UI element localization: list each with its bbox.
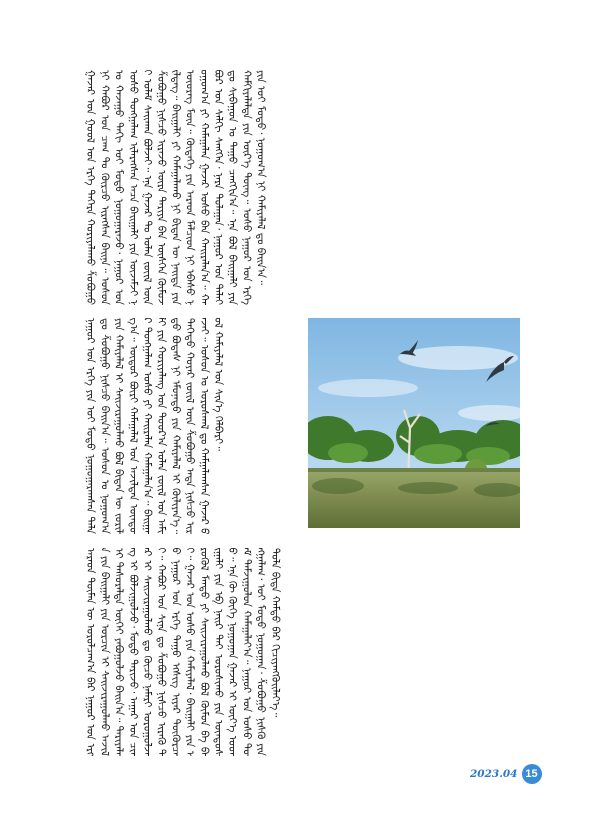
- wetland-birds-photo: [308, 318, 520, 528]
- issue-label: 2023.04: [470, 768, 518, 780]
- article-text-middle: ᠨᠠᠭᠤᠷ ᠤᠨ ᠡᠷᠭᠡ ᠶᠢᠨ ᠤᠢ ᠮᠣᠳᠣ ᠨᠣᠭᠣᠭᠠᠷᠠᠭᠰᠠᠨ ᠲᠠᠯᠠ ᠳᠤ ᠱᠤᠪᠤᠭᠤ ᠨᠢᠰᠴᠦ ᠪᠠᠢᠨ᠎ᠠ᠃ ᠤᠰᠤᠨ ᠤ ᠨᠣᠭᠣᠭ᠎ᠠ ᠶᠢᠨ ᠬᠠᠮᠢᠶᠠᠯᠠᠯ ᠢ ᠰᠠᠢᠵᠢᠷᠠᠭᠤᠯᠬᠤ ᠪᠣᠯ ᠪᠢᠳᠡᠨ ᠦ ᠵᠣᠷᠢᠯᠭ᠎ᠠ᠃ ᠥᠳᠥᠷ ᠪᠦᠷᠢ ᠬᠠᠮᠠᠭᠠᠯᠠᠯ ᠤᠨ ᠠᠵᠢᠯᠲᠠᠨ ᠥᠨᠳᠥᠷ ᠲᠤᠩᠭᠠᠯᠠᠭ ᠤᠰᠤ ᠶᠢ ᠬᠠᠢᠷᠠᠯᠠᠨ ᠬᠠᠮᠠᠭᠠᠯᠠᠨ᠎ᠠ᠃ ᠪᠠᠢᠭᠠᠯᠢ ᠶᠢᠨ ᠬᠣᠷᠢᠶᠠᠯᠠᠩ ᠤᠨ ᠳᠣᠣᠷ᠎ᠠ ᠤᠯᠠᠨ ᠵᠦᠢᠯ ᠤᠨ ᠠᠮᠢᠳᠤ ᠪᠣᠳᠠᠰ ᠨᠢ ᠡᠮᠦᠨᠡᠳᠦ ᠶᠢᠨ ᠬᠠᠮᠢᠶᠠᠯᠠᠯ ᠢ ᠬᠦᠯᠢᠶᠡᠨ᠎ᠡ᠃ ᠳᠡᠭᠡᠳᠦ ᠬᠣᠶᠠᠷ ᠵᠦᠢᠯ ᠦᠨ ᠱᠤᠪᠤᠭᠤ ᠡᠨᠳᠡ ᠨᠢᠰᠴᠦ ᠢᠷᠡᠵᠡᠢ᠃ ᠤᠰᠤᠨ ᠤ ᠤᠷᠤᠰᠬᠠᠯ ᠳᠤ ᠬᠠᠮᠭᠠᠯᠠᠭᠰᠠᠨ ᠭᠠᠵᠠᠷ ᠪᠣᠯ ᠬᠠᠮᠢᠶᠠᠯᠠᠯ ᠤᠨ ᠰᠢᠨ᠎ᠡ ᠬᠡᠯᠪᠡᠷᠢ᠃: [84, 318, 225, 534]
- article-text-bottom: ᠠᠷᠠᠳ ᠲᠦᠮᠡᠨ ᠦ ᠣᠷᠣᠯᠴᠠᠭ᠎ᠠ ᠪᠠᠷ ᠨᠠᠭᠤᠷ ᠤᠨ ᠡᠷᠭᠡ ᠶᠢᠨ ᠪᠠᠢᠭᠠᠯᠢ ᠶᠢᠨ ᠣᠷᠴᠢᠨ ᠢ ᠰᠠᠢᠵᠢᠷᠠᠭᠤᠯᠬᠤ ᠠᠵᠢᠯ ᠢ ᠲᠠᠰᠤᠷᠠᠯᠲᠠ ᠦᠭᠡᠢ ᠶᠠᠪᠤᠭᠤᠯᠵᠤ ᠪᠠᠢᠨ᠎ᠠ᠃ ᠲᠠᠷᠢᠶᠠᠯᠠᠩ ᠢ ᠪᠣᠯᠵᠢᠭᠤᠯᠵᠤ᠂ ᠮᠣᠳᠣ ᠲᠠᠷᠢᠵᠤ᠂ ᠠᠭᠠᠷ ᠤᠨ ᠴᠢᠨᠠᠷ ᠢ ᠰᠠᠢᠵᠢᠷᠠᠭᠤᠯᠬᠤ ᠳᠤ ᠬᠦᠴᠦ ᠨᠡᠮᠡᠷᠢ ᠣᠷᠣᠭᠤᠯᠵᠠᠢ᠃ ᠬᠠᠪᠤᠷ ᠤᠨ ᠰᠢᠨᠡ ᠳᠤ ᠱᠤᠪᠤᠭᠤ ᠨᠢᠰᠴᠦ ᠢᠷᠡᠬᠦ ᠳᠦ ᠨᠠᠭᠤᠷ ᠤᠨ ᠡᠷᠭᠡ ᠳᠠᠭᠤ ᠡᠭᠰᠢᠭ ᠢᠶᠡᠷ ᠳᠦᠭᠦᠷᠴᠡᠢ᠃ ᠭᠠᠵᠠᠷ ᠤᠨ ᠤᠰᠤ ᠶᠢᠨ ᠬᠠᠮᠢᠶᠠᠯᠠᠯ᠂ ᠪᠠᠢᠭᠠᠯᠢ ᠶᠢᠨ ᠡᠷᠦᠬᠦᠯ ᠮᠡᠨᠳᠦ ᠶᠢ ᠰᠠᠢᠵᠢᠷᠠᠭᠤᠯᠬᠤ ᠪᠣᠯ ᠬᠦᠮᠦᠨ ᠪᠠ ᠪᠠᠢᠭᠠᠯᠢ ᠶᠢᠨ ᠡᠪ ᠨᠠᠢᠷ ᠲᠠᠢ ᠣᠷᠣᠰᠢᠬᠤ ᠶᠢᠨ ᠦᠨᠳᠦᠰᠦ᠃ ᠡᠨᠡ ᠬᠦ ᠬᠥᠬᠡ ᠨᠣᠭᠣᠭᠠᠨ ᠭᠠᠵᠠᠷ ᠢ ᠦᠶ᠎ᠡ ᠤᠳᠠᠮ ᠳᠠᠮᠵᠢᠭᠤᠯᠤᠨ ᠬᠠᠮᠠᠭᠠᠯᠠᠶ᠎ᠠ᠃ ᠨᠠᠭᠤᠷ ᠤᠨ ᠤᠰᠤ ᠲᠤᠩᠭᠠᠯᠠᠭ᠂ ᠤᠢ ᠮᠣᠳᠣ ᠨᠣᠭᠣᠭᠠᠨ᠂ ᠱᠤᠪᠤᠭᠤ ᠨᠢᠰᠬᠦ ᠶᠢᠨ ᠲᠤᠯᠠ ᠪᠢᠳᠡ ᠬᠠᠮᠲᠤ ᠪᠠᠷ ᠬᠢᠴᠢᠶᠡᠩᠭᠦᠢᠯᠡᠶ᠎ᠡ᠃: [84, 548, 281, 756]
- article-text-top: ᠭᠠᠵᠠᠷ ᠤᠨ ᠭᠤᠤᠯ ᠤᠨ ᠡᠷᠭᠡ ᠳᠡᠭᠡᠷᠡ ᠬᠤᠷᠢᠶᠠᠯᠠᠬᠤ ᠱᠤᠪᠤᠭᠤ ᠨᠢ ᠬᠠᠪᠤᠷ ᠤᠨ ᠴᠠᠭ ᠲᠤ ᠬᠦᠷᠴᠦ ᠢᠷᠡᠭᠰᠡᠨ ᠪᠠᠢᠨᠠ᠃ ᠤᠰᠤᠨ ᠤ ᠬᠠᠵᠠᠭᠤ ᠳᠠᠬᠢ ᠤᠢ ᠮᠣᠳᠣ ᠨᠣᠭᠣᠭᠠᠷᠠᠵᠤ᠂ ᠨᠠᠭᠤᠷ ᠤᠨ ᠤᠰᠤ ᠲᠤᠩᠭᠠᠯᠠᠭ ᠢᠯᠡᠷᠡᠭᠰᠡᠨ ᠠᠴᠠ ᠪᠠᠢᠭᠠᠯᠢ ᠶᠢᠨ ᠦᠵᠡᠮᠵᠢ ᠨᠢ ᠤᠯᠠᠮ ᠰᠠᠢᠬᠠᠨ ᠪᠣᠯᠵᠠᠢ᠃ ᠡᠨᠡ ᠭᠠᠵᠠᠷ ᠲᠤ ᠤᠯᠠᠨ ᠵᠦᠢᠯ ᠦᠨ ᠱᠤᠪᠤᠭᠤ ᠨᠢᠰᠴᠦ ᠢᠷᠡᠵᠦ ᠦᠷᠡ ᠲᠠᠷᠢᠶᠠ ᠪᠠᠨ ᠥᠰᠭᠡᠨ ᠬᠦᠮᠦᠵᠢᠯᠳᠡᠭ᠃ ᠪᠠᠢᠭᠠᠯᠢ ᠶᠢ ᠬᠠᠮᠠᠭᠠᠯᠠᠬᠤ ᠨᠢ ᠪᠢᠳᠡᠨ ᠦ ᠨᠡᠢᠲᠡ ᠶᠢᠨ ᠦᠦᠷᠡᠭ ᠮᠥᠨ᠃ ᠬᠥᠳᠡᠭᠡ ᠶᠢᠨ ᠠᠷᠠᠳ ᠮᠠᠯᠴᠢᠳ ᠨᠢ ᠡᠪᠡᠰᠦ ᠨᠣᠭᠣᠭ᠎ᠠ ᠶᠢ ᠬᠠᠮᠠᠭᠠᠯᠠᠨ ᠭᠠᠵᠠᠷ ᠤᠰᠤ ᠪᠠᠨ ᠬᠠᠢᠷᠠᠯᠠᠨ᠎ᠠ᠃ ᠬᠠᠪᠤᠷ ᠤᠨ ᠰᠠᠯᠬᠢ ᠰᠡᠩᠭᠡᠨ᠂ ᠨᠠᠷᠠ ᠳᠤᠯᠠᠭᠠᠨ᠂ ᠨᠠᠭᠤᠷ ᠤᠨ ᠳᠠᠯᠠᠢ ᠳᠤ ᠰᠢᠪᠠᠭᠤᠨ ᠤ ᠳᠠᠭᠤ ᠴᠠᠩᠭᠢᠨ᠎ᠠ᠃ ᠡᠨᠡ ᠪᠣᠯ ᠪᠠᠢᠭᠠᠯᠢ ᠶᠢᠨ ᠬᠠᠮᠭᠢᠶᠠᠯᠠᠯᠲᠠ ᠶᠢᠨ ᠦᠷ᠎ᠡ ᠳᠦᠩ᠃ ᠤᠰᠤ ᠨᠠᠭᠤᠷ ᠤᠨ ᠡᠷᠭᠡ ᠶᠢᠨ ᠤᠢ ᠮᠣᠳᠣ᠂ ᠨᠣᠭᠣᠭ᠎ᠠ ᠨᠢ ᠬᠠᠮᠢᠶᠠᠯᠠᠯ ᠳᠤ ᠪᠠᠢᠨ᠎ᠠ᠃: [84, 70, 267, 305]
- page-footer: [470, 762, 542, 786]
- page-number-badge: 15: [522, 764, 542, 784]
